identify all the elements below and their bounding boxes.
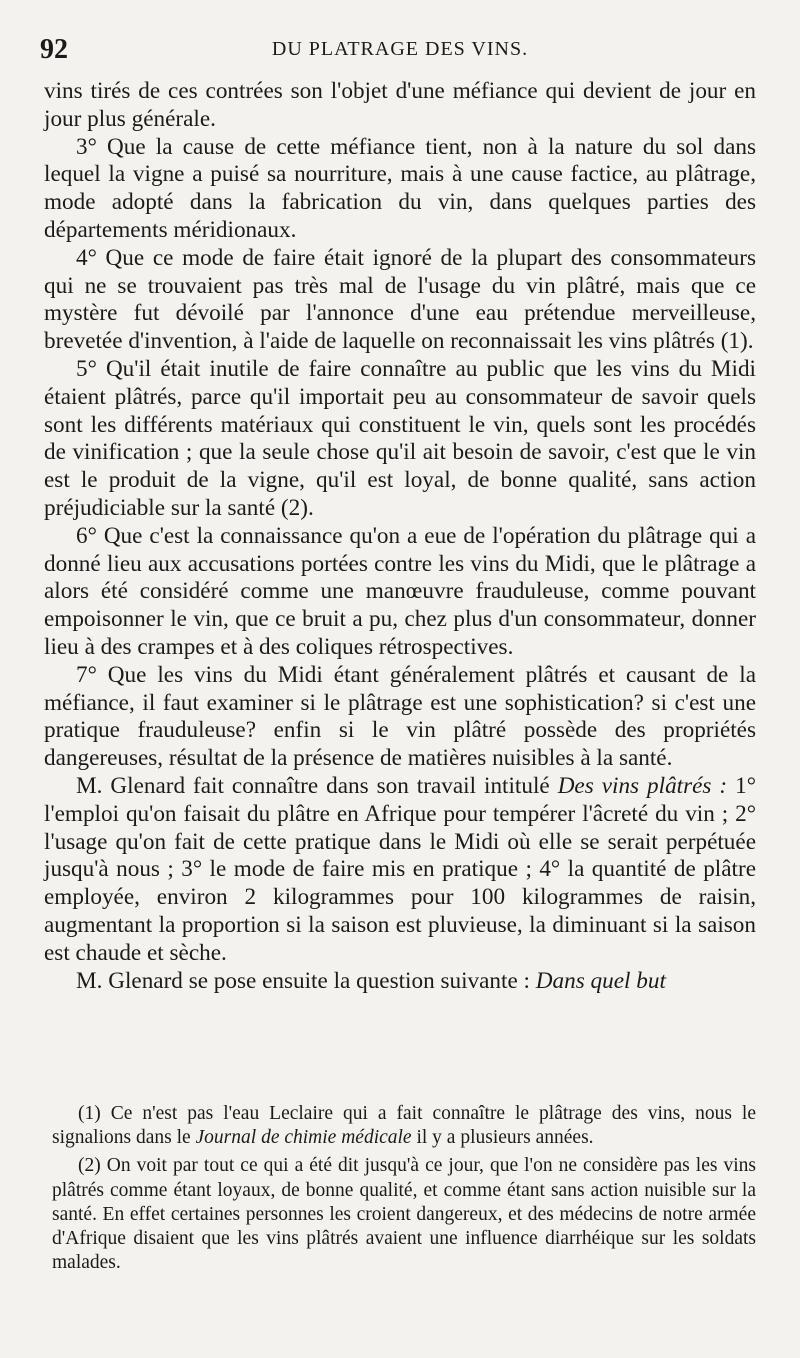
- text-span: 1° l'emploi qu'on faisait du plâtre en Afrique pour tempérer l'âcreté du vin ; 2° l'usage qu'on fait de cette pratique dans le Midi où elle se serait perpétuée jusqu'à nous ; 3° le mode de faire mis en pratique ; 4° la quantité de plâtre employée, environ 2 kilogrammes pour 100 kilogrammes de raisin, augmentant la proportion si la saison est pluvieuse, la diminuant si la saison est chaude et sèche.: [44, 772, 756, 966]
- paragraph-point-5: 5° Qu'il était inutile de faire connaître au public que les vins du Midi étaient plâtrés, parce qu'il importait peu au consommateur de savoir quels sont les différents matériaux qui constituent le vin, quels sont les procédés de vinification ; que la seule chose qu'il ait besoin de savoir, c'est que le vin est le produit de la vigne, qu'il est loyal, de bonne qualité, sans action préjudiciable sur la santé (2).: [44, 355, 756, 521]
- main-text: [44, 78, 756, 995]
- text-span: M. Glenard se pose ensuite la question suivante :: [76, 967, 536, 994]
- paragraph-point-7: 7° Que les vins du Midi étant généralement plâtrés et causant de la méfiance, il faut examiner si le plâtrage est une sophistication? si c'est une pratique frauduleuse? enfin si le vin plâtré possède des propriétés dangereuses, résultat de la présence de matières nuisibles à la santé.: [44, 661, 756, 772]
- journal-title: Journal de chimie médicale: [195, 1127, 412, 1149]
- footnote-1: [52, 1102, 756, 1150]
- paragraph-glenard-question: [44, 968, 756, 996]
- question-italic: Dans quel but: [535, 967, 666, 994]
- work-title: Des vins plâtrés :: [557, 772, 728, 799]
- footnotes: [52, 1102, 756, 1275]
- running-title: DU PLATRAGE DES VINS.: [271, 38, 529, 60]
- footnote-2: (2) On voit par tout ce qui a été dit jusqu'à ce jour, que l'on ne considère pas les vins plâtrés comme étant loyaux, de bonne qualité, et comme étant sans action nuisible sur la santé. En effet certaines personnes les croient dangereux, et des médecins de notre armée d'Afrique disaient que les vins plâtrés avaient une influence diarrhéique sur les soldats malades.: [52, 1155, 756, 1274]
- text-span: il y a plusieurs années.: [411, 1127, 594, 1149]
- paragraph-point-6: 6° Que c'est la connaissance qu'on a eue de l'opération du plâtrage qui a donné lieu aux accusations portées contre les vins du Midi, que le plâtrage a alors été considéré comme une manœuvre frauduleuse, comme pouvant empoisonner le vin, que ce bruit a pu, chez plus d'un consommateur, donner lieu à des crampes et à des coliques rétrospectives.: [44, 522, 756, 660]
- text-span: M. Glenard fait connaître dans son travail intitulé: [76, 772, 558, 799]
- paragraph-point-4: 4° Que ce mode de faire était ignoré de la plupart des consommateurs qui ne se trouvaient pas très mal de l'usage du vin plâtré, mais que ce mystère fut dévoilé par l'annonce d'une eau prétendue merveilleuse, brevetée d'invention, à l'aide de laquelle on reconnaissait les vins plâtrés (1).: [44, 244, 756, 355]
- page-header: [0, 34, 800, 64]
- page-number: 92: [40, 34, 68, 65]
- paragraph-continued: vins tirés de ces contrées son l'objet d'une méfiance qui devient de jour en jour plus générale.: [44, 78, 756, 132]
- text-span: (1) Ce n'est pas l'eau Leclaire qui a fait connaître le plâtrage des vins, nous le signalions dans le: [52, 1103, 756, 1149]
- paragraph-point-3: 3° Que la cause de cette méfiance tient, non à la nature du sol dans lequel la vigne a puisé sa nourriture, mais à une cause factice, au plâtrage, mode adopté dans la fabrication du vin, dans quelques parties des départements méridionaux.: [44, 133, 756, 243]
- paragraph-glenard-work: [44, 773, 756, 968]
